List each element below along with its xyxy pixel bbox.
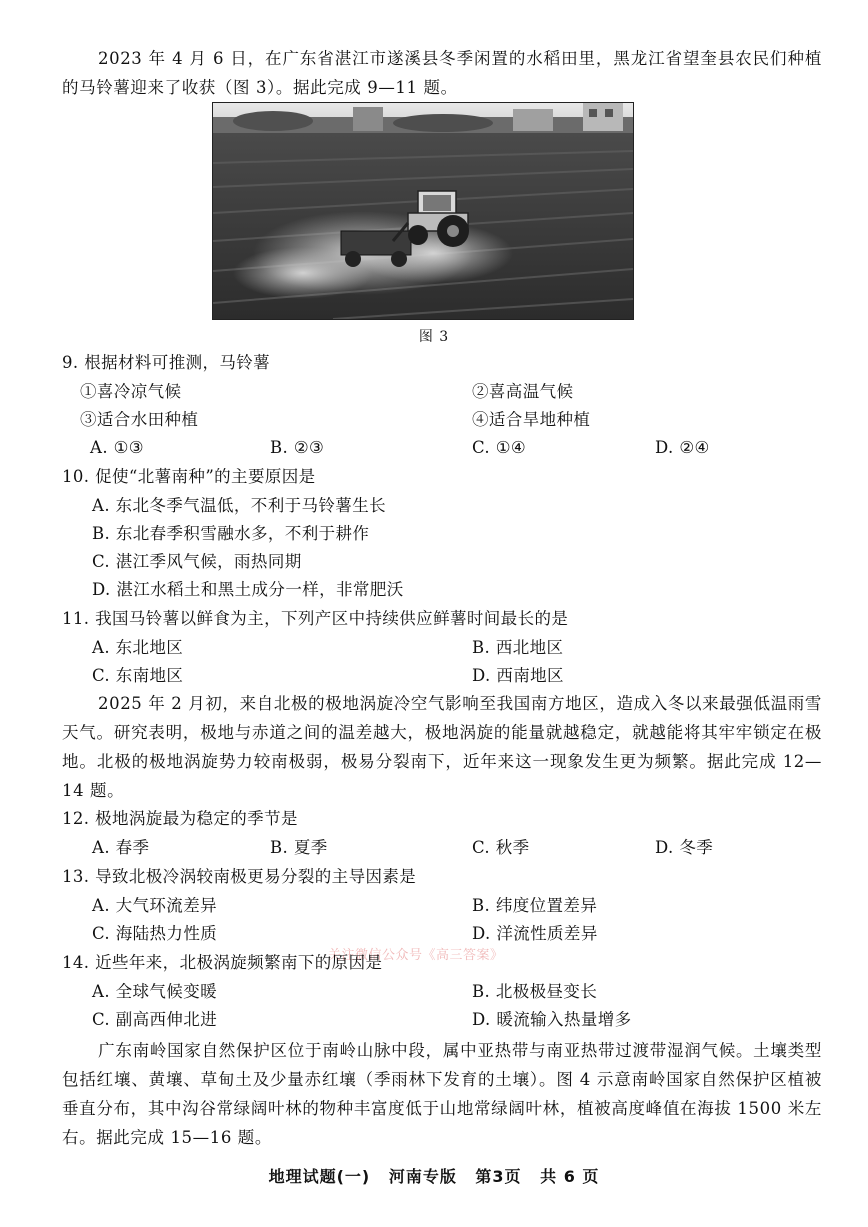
q11-option-b: B. 西北地区 [472,638,564,657]
q13-option-b: B. 纬度位置差异 [472,896,598,915]
q12-option-b: B. 夏季 [270,838,328,857]
q11-option-d: D. 西南地区 [472,666,564,685]
q12-option-c: C. 秋季 [472,838,530,857]
q9-option-a: A. ①③ [90,438,144,457]
footer-total: 共 6 页 [540,1167,600,1186]
q9-statement-1: ①喜冷凉气候 [80,382,182,401]
footer-title: 地理试题(一) [268,1167,371,1186]
q11-option-c: C. 东南地区 [92,666,184,685]
passage-15-16-text: 广东南岭国家自然保护区位于南岭山脉中段，属中亚热带与南亚热带过渡带湿润气候。土壤类型包括红壤、黄壤、草甸土及少量赤红壤（季雨林下发育的土壤）。图 4 示意南岭国家自然保护区植被垂直分布，其中沟谷常绿阔叶林的物种丰富度低于山地常绿阔叶林，植被高度峰值在海拔 1500 米左右。据此完成 15—16 题。 [62,1041,822,1147]
figure-3-photo [212,102,634,320]
q12-option-d: D. 冬季 [655,838,714,857]
q10-option-b: B. 东北春季积雪融水多，不利于耕作 [92,524,370,543]
question-13-stem: 13. 导致北极冷涡较南极更易分裂的主导因素是 [62,867,417,886]
footer-page: 第3页 [475,1167,522,1186]
passage-12-14-text: 2025 年 2 月初，来自北极的极地涡旋冷空气影响至我国南方地区，造成入冬以来最强低温雨雪天气。研究表明，极地与赤道之间的温差越大，极地涡旋的能量就越稳定，就越能将其牢牢锁定在极地。北极的极地涡旋势力较南极弱，极易分裂南下，近年来这一现象发生更为频繁。据此完成 12—14 题。 [62,694,822,800]
q13-option-c: C. 海陆热力性质 [92,924,218,943]
question-12-stem: 12. 极地涡旋最为稳定的季节是 [62,809,298,828]
q11-option-a: A. 东北地区 [92,638,184,657]
page-footer [0,1164,868,1187]
q9-statement-4: ④适合旱地种植 [472,410,591,429]
passage-9-11-text: 2023 年 4 月 6 日，在广东省湛江市遂溪县冬季闲置的水稻田里，黑龙江省望奎县农民们种植的马铃薯迎来了收获（图 3）。据此完成 9—11 题。 [62,49,822,97]
q14-option-a: A. 全球气候变暖 [92,982,218,1001]
q13-option-a: A. 大气环流差异 [92,896,218,915]
passage-9-11 [62,44,822,102]
watermark-text: 关注微信公众号《高三答案》 [328,948,504,963]
question-14-stem: 14. 近些年来，北极涡旋频繁南下的原因是 [62,953,383,972]
question-10-stem: 10. 促使“北薯南种”的主要原因是 [62,467,316,486]
q9-option-b: B. ②③ [270,438,325,457]
q14-option-b: B. 北极极昼变长 [472,982,598,1001]
q12-option-a: A. 春季 [92,838,150,857]
q10-option-a: A. 东北冬季气温低，不利于马铃薯生长 [92,496,387,515]
q10-option-c: C. 湛江季风气候，雨热同期 [92,552,302,571]
passage-12-14 [62,689,822,805]
footer-edition: 河南专版 [388,1167,457,1186]
tractor-field-image [213,103,633,319]
q9-statement-3: ③适合水田种植 [80,410,199,429]
passage-15-16 [62,1036,822,1152]
q9-option-c: C. ①④ [472,438,527,457]
q14-option-c: C. 副高西伸北进 [92,1010,218,1029]
q13-option-d: D. 洋流性质差异 [472,924,598,943]
q10-option-d: D. 湛江水稻土和黑土成分一样，非常肥沃 [92,580,404,599]
figure-3-caption: 图 3 [418,329,450,345]
q9-option-d: D. ②④ [655,438,710,457]
question-9-stem: 9. 根据材料可推测，马铃薯 [62,353,271,372]
q9-statement-2: ②喜高温气候 [472,382,574,401]
question-11-stem: 11. 我国马铃薯以鲜食为主，下列产区中持续供应鲜薯时间最长的是 [62,609,569,628]
q14-option-d: D. 暖流输入热量增多 [472,1010,632,1029]
